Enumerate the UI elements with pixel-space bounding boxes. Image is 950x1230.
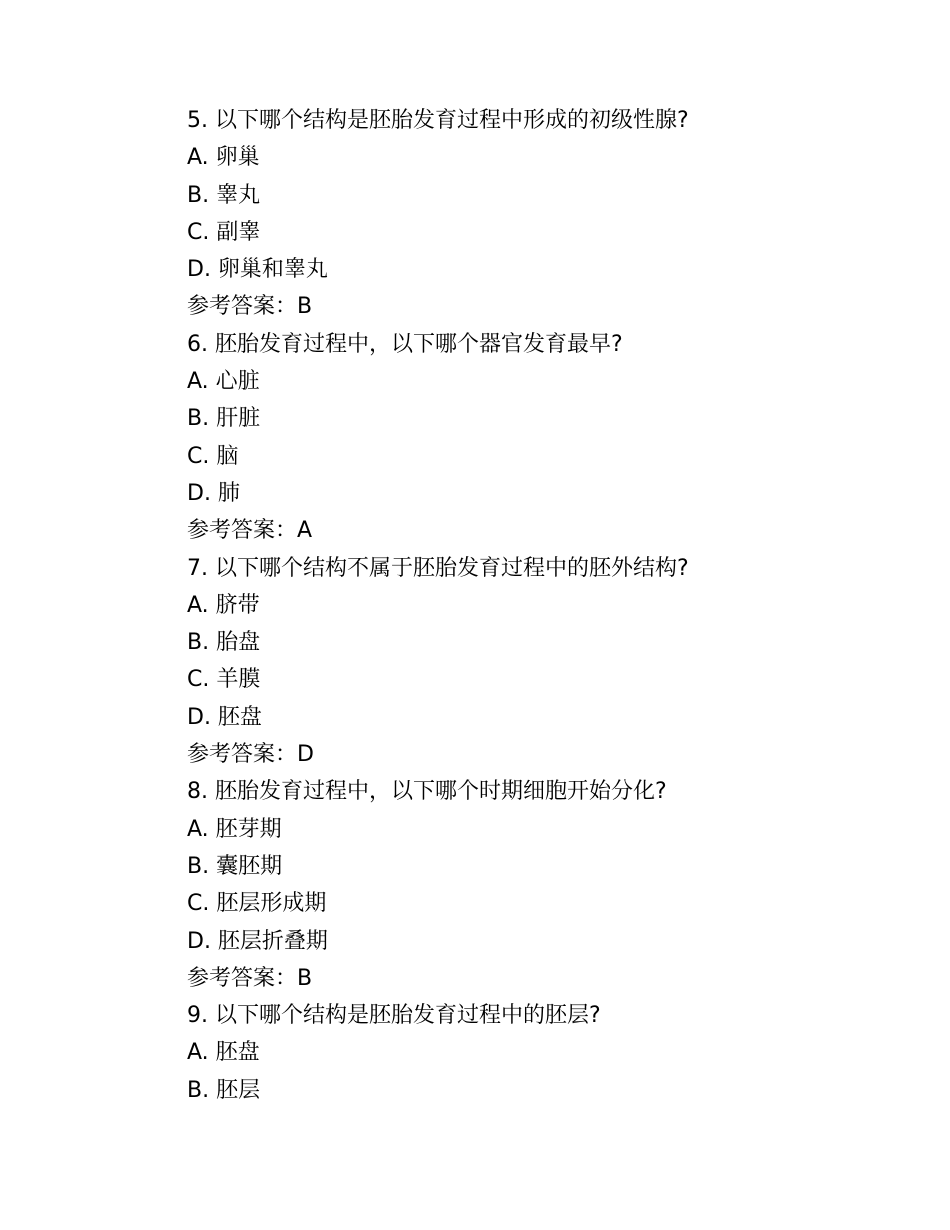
option-c: C. 脑 bbox=[187, 443, 239, 469]
option-c: C. 胚层形成期 bbox=[187, 891, 327, 917]
answer-line: 参考答案：A bbox=[187, 518, 313, 544]
option-a: A. 脐带 bbox=[187, 592, 260, 618]
option-c: C. 羊膜 bbox=[187, 667, 261, 693]
option-b: B. 胚层 bbox=[187, 1077, 261, 1103]
option-a: A. 心脏 bbox=[187, 369, 260, 395]
option-d: D. 卵巢和睾丸 bbox=[187, 257, 328, 283]
option-a: A. 卵巢 bbox=[187, 145, 260, 171]
option-b: B. 胎盘 bbox=[187, 630, 261, 656]
answer-line: 参考答案：D bbox=[187, 742, 314, 768]
option-d: D. 胚层折叠期 bbox=[187, 928, 328, 954]
option-b: B. 肝脏 bbox=[187, 406, 261, 432]
option-d: D. 胚盘 bbox=[187, 704, 262, 730]
question-list bbox=[187, 102, 887, 1109]
answer-line: 参考答案：B bbox=[187, 965, 313, 991]
question-text: 5. 以下哪个结构是胚胎发育过程中形成的初级性腺? bbox=[187, 108, 689, 133]
option-a: A. 胚盘 bbox=[187, 1040, 260, 1066]
question-text: 8. 胚胎发育过程中，以下哪个时期细胞开始分化? bbox=[187, 779, 667, 805]
option-d: D. 肺 bbox=[187, 480, 240, 506]
option-c: C. 副睾 bbox=[187, 219, 261, 245]
option-b: B. 囊胚期 bbox=[187, 853, 283, 879]
option-b: B. 睾丸 bbox=[187, 182, 261, 208]
question-text: 6. 胚胎发育过程中，以下哪个器官发育最早? bbox=[187, 331, 623, 357]
question-text: 9. 以下哪个结构是胚胎发育过程中的胚层? bbox=[187, 1003, 601, 1029]
question-text: 7. 以下哪个结构不属于胚胎发育过程中的胚外结构? bbox=[187, 555, 689, 581]
option-a: A. 胚芽期 bbox=[187, 816, 282, 842]
answer-line: 参考答案：B bbox=[187, 294, 313, 320]
